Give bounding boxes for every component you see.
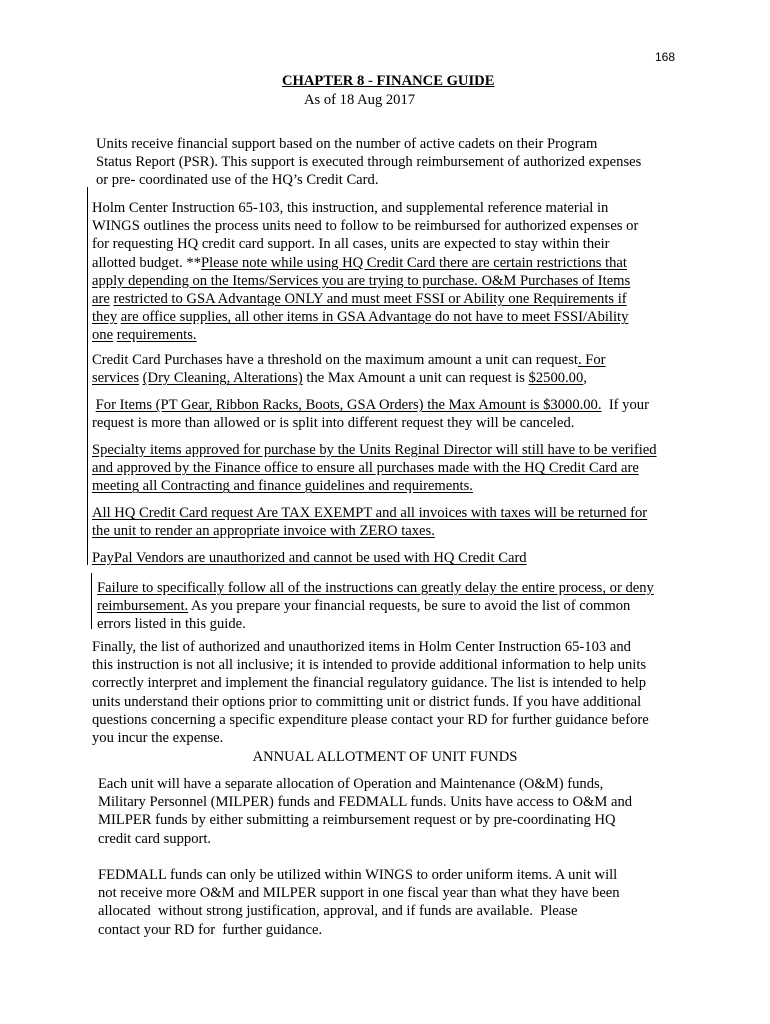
finally-line: questions concerning a specific expenditure please contact your RD for further guidance before — [92, 711, 649, 728]
holm-line: Holm Center Instruction 65-103, this instruction, and supplemental reference material in — [92, 200, 609, 216]
restriction-note: apply depending on the Items/Services you are trying to purchase. O&M Purchases of Items — [92, 272, 631, 289]
tax-line: All HQ Credit Card request Are TAX EXEMPT and all invoices with taxes will be returned for — [92, 505, 648, 521]
items-paragraph — [92, 396, 682, 432]
finally-line: units understand their options prior to committing unit or district funds. If you have additional — [92, 693, 642, 710]
holm-text: allotted budget. ** — [92, 254, 202, 271]
threshold-services: services — [92, 370, 140, 387]
specialty-line: and approved by the Finance office to ensure all purchases made with the HQ Credit Card are — [92, 460, 639, 477]
annual-paragraph — [98, 775, 672, 848]
fedmall-line: not receive more O&M and MILPER support in one fiscal year than what they have been — [98, 885, 620, 902]
tax-line: the unit to render an appropriate invoice with ZERO taxes. — [92, 523, 435, 540]
restriction-note: restricted to GSA Advantage ONLY and must meet FSSI or Ability one Requirements if — [113, 291, 627, 308]
finally-paragraph — [92, 638, 682, 747]
fedmall-line: contact your RD for further guidance. — [98, 921, 323, 938]
restriction-note: requirements. — [116, 327, 197, 344]
items-line: request is more than allowed or is split into different request they will be canceled. — [92, 415, 575, 432]
threshold-services: . For — [577, 352, 606, 368]
annual-allotment-heading: ANNUAL ALLOTMENT OF UNIT FUNDS — [252, 749, 518, 765]
threshold-text: , — [583, 370, 587, 387]
failure-text: As you prepare your financial requests, be sure to avoid the list of common — [188, 598, 631, 615]
threshold-services: (Dry Cleaning, Alterations) — [142, 370, 303, 387]
revision-bar — [87, 187, 88, 565]
paypal-note: PayPal Vendors are unauthorized and cannot be used with HQ Credit Card — [92, 550, 527, 566]
annual-line: MILPER funds by either submitting a reimbursement request or by pre-coordinating HQ — [98, 812, 616, 829]
failure-warning: reimbursement. — [97, 598, 189, 615]
threshold-line — [92, 351, 682, 369]
holm-line — [92, 254, 682, 272]
threshold-text: the Max Amount a unit can request is — [306, 370, 525, 387]
fedmall-line: FEDMALL funds can only be utilized within WINGS to order uniform items. A unit will — [98, 867, 618, 883]
intro-line: Status Report (PSR). This support is executed through reimbursement of authorized expenses — [96, 154, 642, 171]
holm-line: for requesting HQ credit card support. In all cases, units are expected to stay within their — [92, 236, 610, 253]
restriction-note: one — [92, 327, 114, 344]
threshold-text: Credit Card Purchases have a threshold on the maximum amount a unit can request — [92, 352, 578, 368]
finally-line: Finally, the list of authorized and unauthorized items in Holm Center Instruction 65-103 and — [92, 639, 631, 655]
failure-line — [97, 597, 682, 615]
fedmall-line: allocated without strong justification, approval, and if funds are available. Please — [98, 903, 578, 920]
tax-paragraph — [92, 504, 682, 540]
restriction-note: they — [92, 309, 118, 326]
services-max-amount: $2500.00 — [528, 370, 584, 387]
annual-line: Military Personnel (MILPER) funds and FEDMALL funds. Units have access to O&M and — [98, 794, 633, 811]
specialty-paragraph — [92, 441, 682, 496]
finally-line: this instruction is not all inclusive; it is intended to provide additional information to help units — [92, 657, 647, 674]
revision-bar — [91, 573, 92, 629]
specialty-line: meeting all Contracting and finance guidelines and requirements. — [92, 478, 473, 495]
items-line — [92, 396, 682, 414]
holm-line — [92, 326, 682, 344]
restriction-note: Please note while using HQ Credit Card there are certain restrictions that — [201, 254, 627, 271]
finally-line: you incur the expense. — [92, 730, 224, 747]
chapter-title: CHAPTER 8 - FINANCE GUIDE — [282, 73, 495, 89]
holm-line — [92, 290, 682, 308]
holm-line: WINGS outlines the process units need to follow to be reimbursed for authorized expenses or — [92, 218, 639, 235]
failure-line: errors listed in this guide. — [97, 616, 246, 633]
holm-paragraph — [92, 199, 682, 345]
items-text: If your — [608, 397, 649, 413]
finally-line: correctly interpret and implement the financial regulatory guidance. The list is intended to help — [92, 675, 647, 692]
threshold-paragraph — [92, 351, 682, 387]
threshold-line — [92, 369, 682, 387]
items-max-amount: For Items (PT Gear, Ribbon Racks, Boots, GSA Orders) the Max Amount is $3000.00. — [95, 397, 602, 413]
failure-paragraph — [97, 579, 682, 634]
specialty-line: Specialty items approved for purchase by the Units Reginal Director will still have to be verified — [92, 442, 657, 458]
annual-line: Each unit will have a separate allocation of Operation and Maintenance (O&M) funds, — [98, 776, 604, 792]
page-number: 168 — [655, 50, 676, 64]
fedmall-paragraph — [98, 866, 672, 939]
annual-line: credit card support. — [98, 830, 212, 847]
as-of-date: As of 18 Aug 2017 — [304, 92, 416, 108]
intro-line: Units receive financial support based on the number of active cadets on their Program — [96, 136, 598, 152]
holm-line — [92, 308, 682, 326]
restriction-note: are office supplies, all other items in GSA Advantage do not have to meet FSSI/Ability — [120, 309, 629, 326]
intro-line: or pre- coordinated use of the HQ’s Credit Card. — [96, 172, 379, 189]
restriction-note: are — [92, 291, 110, 308]
intro-paragraph — [96, 135, 682, 190]
failure-line: Failure to specifically follow all of the instructions can greatly delay the entire process, or deny — [97, 580, 654, 596]
